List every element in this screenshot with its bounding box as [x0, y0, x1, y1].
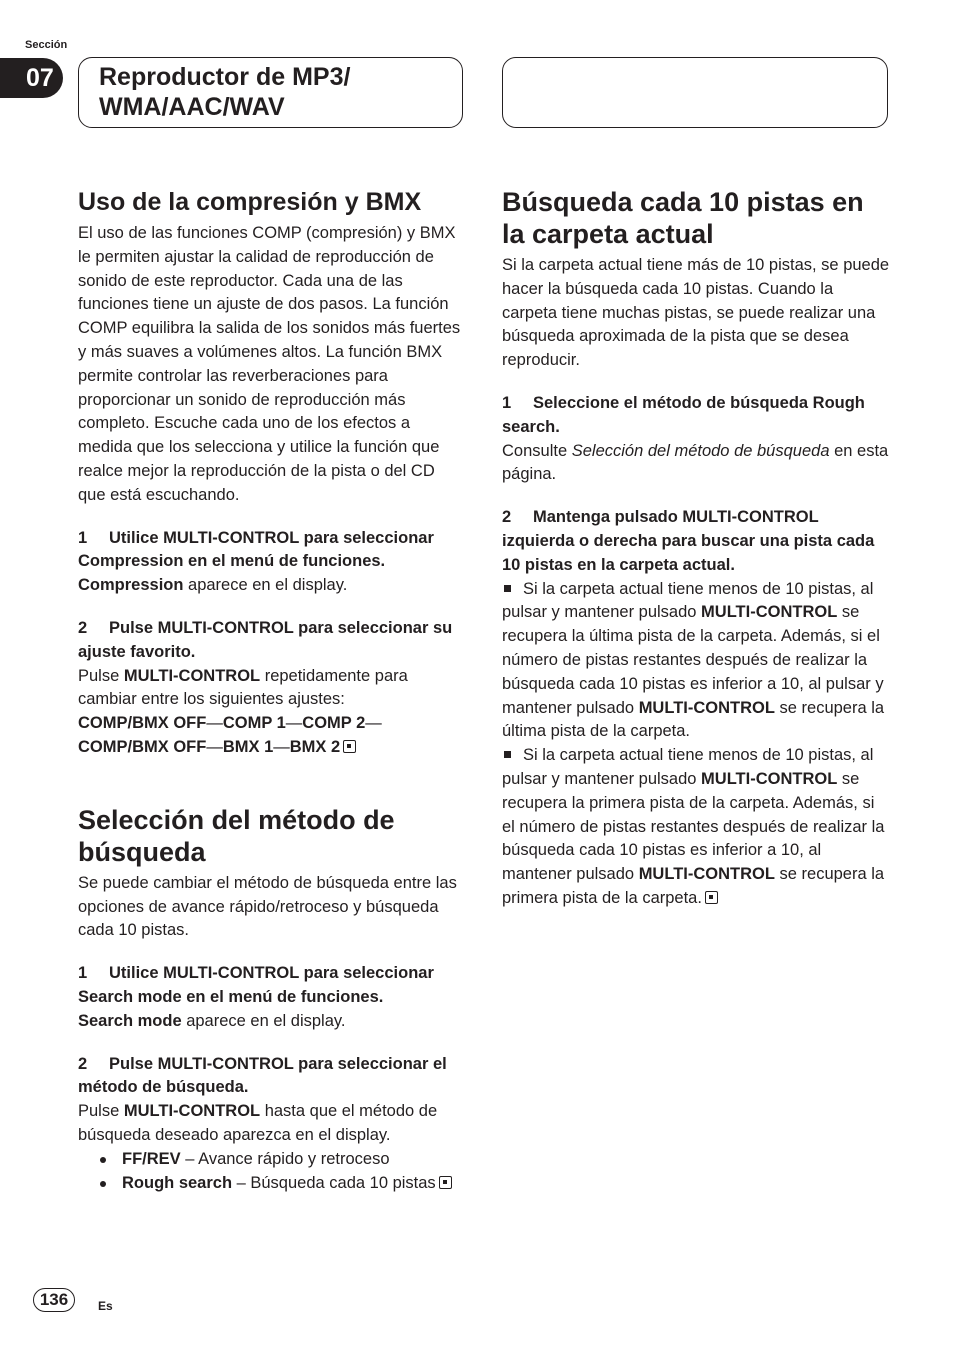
option-desc: – Avance rápido y retroceso [180, 1149, 390, 1168]
setting-separator: — [365, 714, 382, 733]
settings-sequence [78, 712, 466, 760]
step-body-text: aparece en el display. [183, 576, 348, 595]
chapter-title-box [78, 57, 463, 128]
step-number: 1 [502, 393, 512, 412]
left-column [78, 186, 466, 1195]
control-name: MULTI-CONTROL [638, 865, 775, 884]
square-bullet-icon [504, 585, 511, 592]
language-code: Es [98, 1299, 113, 1313]
setting-item: COMP/BMX OFF [78, 714, 207, 733]
step-body-text: hasta que el método de búsqueda deseado aparezca en el display. [78, 1102, 438, 1144]
control-name: MULTI-CONTROL [638, 698, 775, 717]
option-term: Rough search [122, 1173, 233, 1192]
end-of-section-icon [705, 891, 718, 904]
step-body-text: aparece en el display. [181, 1011, 346, 1030]
option-term: FF/REV [122, 1149, 181, 1168]
search-step-2-body [78, 1100, 466, 1148]
step-body-text: repetidamente para cambiar entre los siguientes ajustes: [78, 666, 408, 709]
chapter-title-line2: WMA/AAC/WAV [99, 93, 285, 121]
compression-step-1-body [78, 574, 466, 598]
note-text: se recupera la primera pista de la carpeta. Además, si el número de pistas restantes después de realizar la búsqueda cada 10 pistas es inferior a 10, al mantener pulsado [502, 769, 885, 884]
display-term: Search mode [78, 1011, 182, 1030]
compression-step-2 [78, 617, 466, 665]
header-empty-box [502, 57, 888, 128]
cross-reference: Selección del método de búsqueda [571, 441, 830, 460]
step-title: Utilice MULTI-CONTROL para seleccionar Search mode en el menú de funciones. [78, 964, 434, 1006]
ten-track-intro: Si la carpeta actual tiene más de 10 pistas, se puede hacer la búsqueda cada 10 pistas. Cuando la carpeta tiene muchas pistas, se puede realizar una búsqueda aproximada de la pista que se desea reproducir. [502, 256, 890, 370]
step-title: Mantenga pulsado MULTI-CONTROL izquierda o derecha para buscar una pista cada 10 pistas en la carpeta actual. [502, 508, 875, 574]
section-label: Sección [25, 39, 68, 51]
step-number: 1 [78, 964, 88, 983]
list-item [100, 1172, 466, 1196]
note-text: Si la carpeta actual tiene menos de 10 pistas, al pulsar y mantener pulsado [502, 746, 874, 788]
chapter-title-line1: Reproductor de MP3/ [99, 63, 351, 91]
heading-search-method: Selección del método de búsqueda [78, 804, 395, 867]
setting-separator: — [206, 737, 223, 756]
step-number: 2 [78, 618, 88, 637]
search-step-1-body [78, 1010, 466, 1034]
compression-step-2-body [78, 665, 466, 713]
ten-track-step-2 [502, 506, 890, 577]
note-2 [502, 744, 890, 911]
step-body-text: en esta página. [502, 441, 889, 484]
page-number: 136 [33, 1288, 75, 1312]
right-column [502, 186, 890, 911]
step-body-text: Pulse [78, 666, 124, 685]
note-1 [502, 578, 890, 745]
heading-ten-track-search: Búsqueda cada 10 pistas en la carpeta actual [502, 187, 864, 249]
control-name: MULTI-CONTROL [701, 603, 838, 622]
display-term: Compression [78, 576, 184, 595]
end-of-section-icon [343, 740, 356, 753]
setting-item: COMP/BMX OFF [78, 737, 207, 756]
end-of-section-icon [439, 1176, 452, 1189]
ten-track-step-1-body [502, 440, 890, 488]
step-title: Pulse MULTI-CONTROL para seleccionar el método de búsqueda. [78, 1054, 447, 1097]
note-text: se recupera la última pista de la carpeta. [502, 698, 885, 741]
note-text: se recupera la última pista de la carpeta. Además, si el número de pistas restantes después de realizar la búsqueda cada 10 pistas es inferior a 10, al pulsar y mantener pulsado [502, 603, 884, 717]
control-name: MULTI-CONTROL [701, 769, 838, 788]
step-body-text: Consulte [502, 441, 572, 460]
section-number-badge: 07 [0, 58, 63, 98]
control-name: MULTI-CONTROL [123, 666, 261, 685]
control-name: MULTI-CONTROL [123, 1102, 261, 1121]
step-body-text: Pulse [78, 1102, 124, 1121]
list-item [100, 1148, 466, 1172]
step-number: 1 [78, 528, 88, 547]
note-text: se recupera la primera pista de la carpeta. [502, 865, 885, 907]
search-options-list [78, 1148, 466, 1196]
heading-compression-bmx: Uso de la compresión y BMX [78, 188, 422, 216]
search-method-intro: Se puede cambiar el método de búsqueda entre las opciones de avance rápido/retroceso y búsqueda cada 10 pistas. [78, 873, 457, 940]
setting-item: BMX 2 [289, 737, 341, 756]
setting-item: COMP 1 [222, 714, 286, 733]
step-number: 2 [502, 508, 512, 527]
setting-item: BMX 1 [222, 737, 274, 756]
step-title: Pulse MULTI-CONTROL para seleccionar su ajuste favorito. [78, 618, 453, 661]
note-text: Si la carpeta actual tiene menos de 10 pistas, al pulsar y mantener pulsado [502, 579, 874, 622]
search-step-1 [78, 962, 466, 1010]
ten-track-step-1 [502, 392, 890, 440]
setting-separator: — [206, 714, 223, 733]
compression-intro: El uso de las funciones COMP (compresión) y BMX le permiten ajustar la calidad de reproducción de sonido de este reproductor. Cada una de las funciones tiene un ajuste de dos pasos. La función COMP equilibra la salida de los sonidos más fuertes y más suaves a volúmenes altos. La función BMX permite controlar las reverberaciones para proporcionar un sonido de reproducción más completo. Escuche cada uno de los efectos a medida que los selecciona y utilice la función que realce mejor la reproducción de la pista o del CD que está escuchando. [78, 224, 461, 504]
setting-separator: — [285, 714, 303, 733]
step-number: 2 [78, 1054, 88, 1073]
setting-item: COMP 2 [302, 714, 366, 733]
square-bullet-icon [504, 751, 511, 758]
search-step-2 [78, 1053, 466, 1101]
step-title: Utilice MULTI-CONTROL para seleccionar Compression en el menú de funciones. [78, 528, 434, 571]
option-desc: – Búsqueda cada 10 pistas [232, 1173, 436, 1192]
compression-step-1 [78, 527, 466, 575]
step-title: Seleccione el método de búsqueda Rough search. [502, 393, 865, 436]
setting-separator: — [273, 737, 290, 756]
